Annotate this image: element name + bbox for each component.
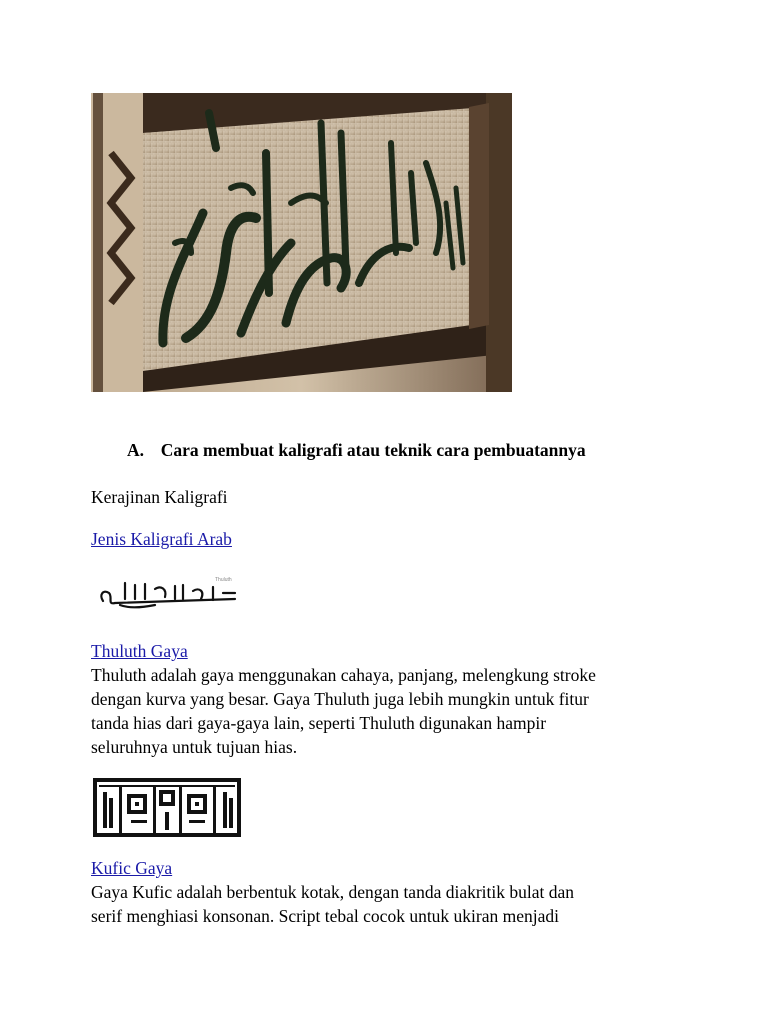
link-thuluth-gaya[interactable]: Thuluth Gaya [91,641,188,661]
heading-marker: A. [127,440,145,460]
link-jenis-kaligrafi[interactable]: Jenis Kaligrafi Arab [91,529,232,549]
calligraphy-photo [91,93,512,392]
subtitle: Kerajinan Kaligrafi [91,487,228,507]
thuluth-line: seluruhnya untuk tujuan hias. [91,737,298,757]
calligraphy-panel-icon [91,93,512,392]
thuluth-line: tanda hias dari gaya-gaya lain, seperti Thuluth digunakan hampir [91,713,547,733]
section-heading [127,440,687,461]
kufic-line: serif menghiasi konsonan. Script tebal cocok untuk ukiran menjadi [91,906,560,926]
kufic-paragraph [91,880,691,928]
kufic-line: Gaya Kufic adalah berbentuk kotak, dengan tanda diakritik bulat dan [91,882,575,902]
basmala-thuluth-icon [95,575,245,615]
kufic-sample-image [91,776,243,839]
thuluth-caption: Thuluth [215,577,232,583]
thuluth-line: dengan kurva yang besar. Gaya Thuluth juga lebih mungkin untuk fitur [91,689,589,709]
thuluth-sample-image [95,575,245,615]
thuluth-line: Thuluth adalah gaya menggunakan cahaya, panjang, melengkung stroke [91,665,596,685]
kufic-pattern-icon [91,776,243,839]
heading-text: Cara membuat kaligrafi atau teknik cara pembuatannya [160,440,586,460]
thuluth-paragraph [91,663,691,759]
link-kufic-gaya[interactable]: Kufic Gaya [91,858,173,878]
